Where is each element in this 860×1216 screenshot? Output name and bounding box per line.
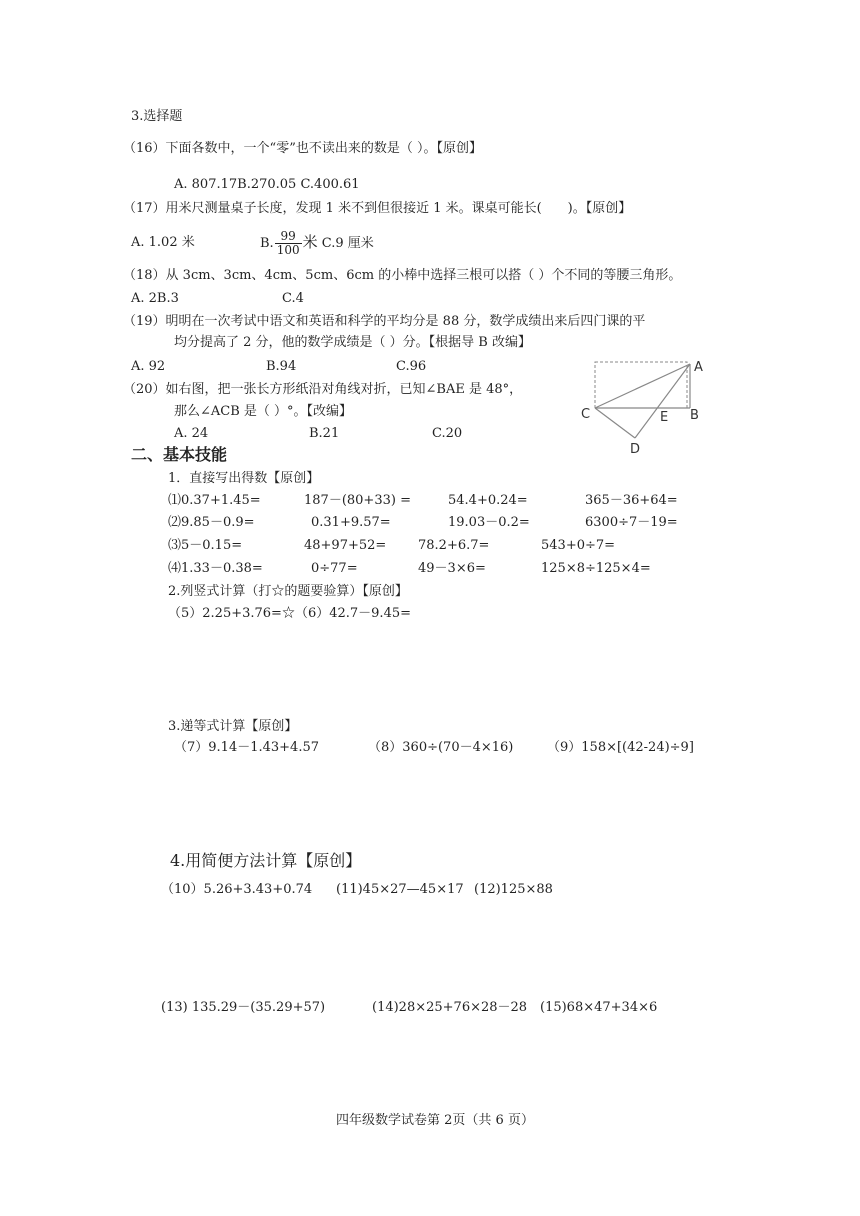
calc-2-4: 6300÷7－19= bbox=[585, 515, 678, 530]
q20-stem-2: 那么∠ACB 是（ ）°。【改编】 bbox=[174, 404, 353, 419]
part4-item-15: (15)68×47+34×6 bbox=[540, 1000, 658, 1015]
section-title-basic: 二、基本技能 bbox=[131, 445, 228, 464]
calc-2-1: ⑵9.85－0.9= bbox=[168, 515, 255, 530]
label-c: C bbox=[581, 407, 591, 422]
part2-items: （5）2.25+3.76=☆（6）42.7－9.45= bbox=[168, 606, 412, 621]
fraction bbox=[275, 230, 302, 257]
calc-1-4: 365－36+64= bbox=[585, 493, 678, 508]
calc-4-2: 0÷77= bbox=[311, 561, 358, 576]
q17-option-a: A. 1.02 米 bbox=[131, 235, 195, 250]
calc-4-1: ⑷1.33－0.38= bbox=[168, 561, 263, 576]
q17-option-c: C.9 厘米 bbox=[321, 236, 374, 251]
calc-4-4: 125×8÷125×4= bbox=[541, 561, 651, 576]
q17-option-b-unit: 米 bbox=[302, 233, 318, 251]
calc-1-1: ⑴0.37+1.45= bbox=[168, 493, 261, 508]
fold-edge-cd bbox=[595, 408, 635, 438]
part4-item-12: (12)125×88 bbox=[474, 882, 553, 897]
diagonal-ca bbox=[595, 364, 690, 408]
q20-option-a: A. 24 bbox=[174, 426, 209, 441]
fraction-denominator: 100 bbox=[276, 243, 300, 257]
q19-stem-2: 均分提高了 2 分，他的数学成绩是（ ）分。【根据导 B 改编】 bbox=[174, 335, 531, 350]
q20-stem: （20）如右图，把一张长方形纸沿对角线对折，已知∠BAE 是 48°， bbox=[123, 382, 523, 397]
label-b: B bbox=[690, 408, 699, 423]
q17-stem: （17）用米尺测量桌子长度，发现 1 米不到但很接近 1 米。课桌可能长( )。【原创】 bbox=[123, 201, 632, 216]
q17-option-b-prefix: B. bbox=[260, 236, 274, 251]
fold-edge-ad bbox=[635, 364, 690, 438]
part3-item-9: （9）158×[(42-24)÷9] bbox=[547, 740, 694, 755]
part4-item-10: （10）5.26+3.43+0.74 bbox=[161, 882, 313, 897]
part4-item-14: (14)28×25+76×28－28 bbox=[372, 1000, 528, 1015]
part4-item-11: (11)45×27—45×17 bbox=[336, 882, 464, 897]
part3-title: 3.递等式计算【原创】 bbox=[168, 719, 298, 734]
q19-option-b: B.94 bbox=[266, 359, 297, 374]
calc-2-3: 19.03－0.2= bbox=[448, 515, 530, 530]
q18-option-c: C.4 bbox=[282, 291, 304, 306]
q20-option-b: B.21 bbox=[309, 426, 340, 441]
page-footer: 四年级数学试卷第 2页（共 6 页） bbox=[336, 1113, 534, 1128]
q18-stem: （18）从 3cm、3cm、4cm、5cm、6cm 的小棒中选择三根可以搭（ ）个不同的等腰三角形。 bbox=[123, 268, 682, 283]
calc-3-4: 543+0÷7= bbox=[541, 538, 616, 553]
label-e: E bbox=[660, 410, 669, 425]
part4-title: 4.用简便方法计算【原创】 bbox=[170, 851, 362, 870]
calc-3-3: 78.2+6.7= bbox=[418, 538, 490, 553]
part3-item-7: （7）9.14－1.43+4.57 bbox=[174, 740, 319, 755]
calc-2-2: 0.31+9.57= bbox=[311, 515, 391, 530]
fraction-numerator: 99 bbox=[275, 230, 302, 244]
q17-option-b bbox=[260, 222, 374, 264]
q19-stem: （19）明明在一次考试中语文和英语和科学的平均分是 88 分，数学成绩出来后四门课的平 bbox=[123, 314, 646, 329]
part4-item-13: (13) 135.29－(35.29+57) bbox=[161, 1000, 326, 1015]
q16-stem: （16）下面各数中，一个“零”也不读出来的数是（ ）。【原创】 bbox=[123, 141, 482, 156]
q16-options: A. 807.17B.270.05 C.400.61 bbox=[174, 177, 360, 192]
calc-1-2: 187－(80+33) = bbox=[304, 493, 411, 508]
q20-option-c: C.20 bbox=[432, 426, 463, 441]
section-title-choice: 3.选择题 bbox=[131, 109, 183, 124]
calc-3-2: 48+97+52= bbox=[304, 538, 387, 553]
q18-option-ab: A. 2B.3 bbox=[131, 291, 179, 306]
label-d: D bbox=[630, 442, 641, 457]
label-a: A bbox=[694, 360, 703, 375]
q19-option-a: A. 92 bbox=[131, 359, 166, 374]
part2-title: 2.列竖式计算（打☆的题要验算）【原创】 bbox=[168, 584, 408, 599]
part3-item-8: （8）360÷(70－4×16) bbox=[368, 740, 514, 755]
folded-rectangle-figure bbox=[578, 356, 708, 458]
calc-3-1: ⑶5－0.15= bbox=[168, 538, 243, 553]
part1-title: 1．直接写出得数【原创】 bbox=[168, 471, 320, 486]
calc-1-3: 54.4+0.24= bbox=[448, 493, 528, 508]
calc-4-3: 49－3×6= bbox=[418, 561, 486, 576]
q19-option-c: C.96 bbox=[396, 359, 427, 374]
